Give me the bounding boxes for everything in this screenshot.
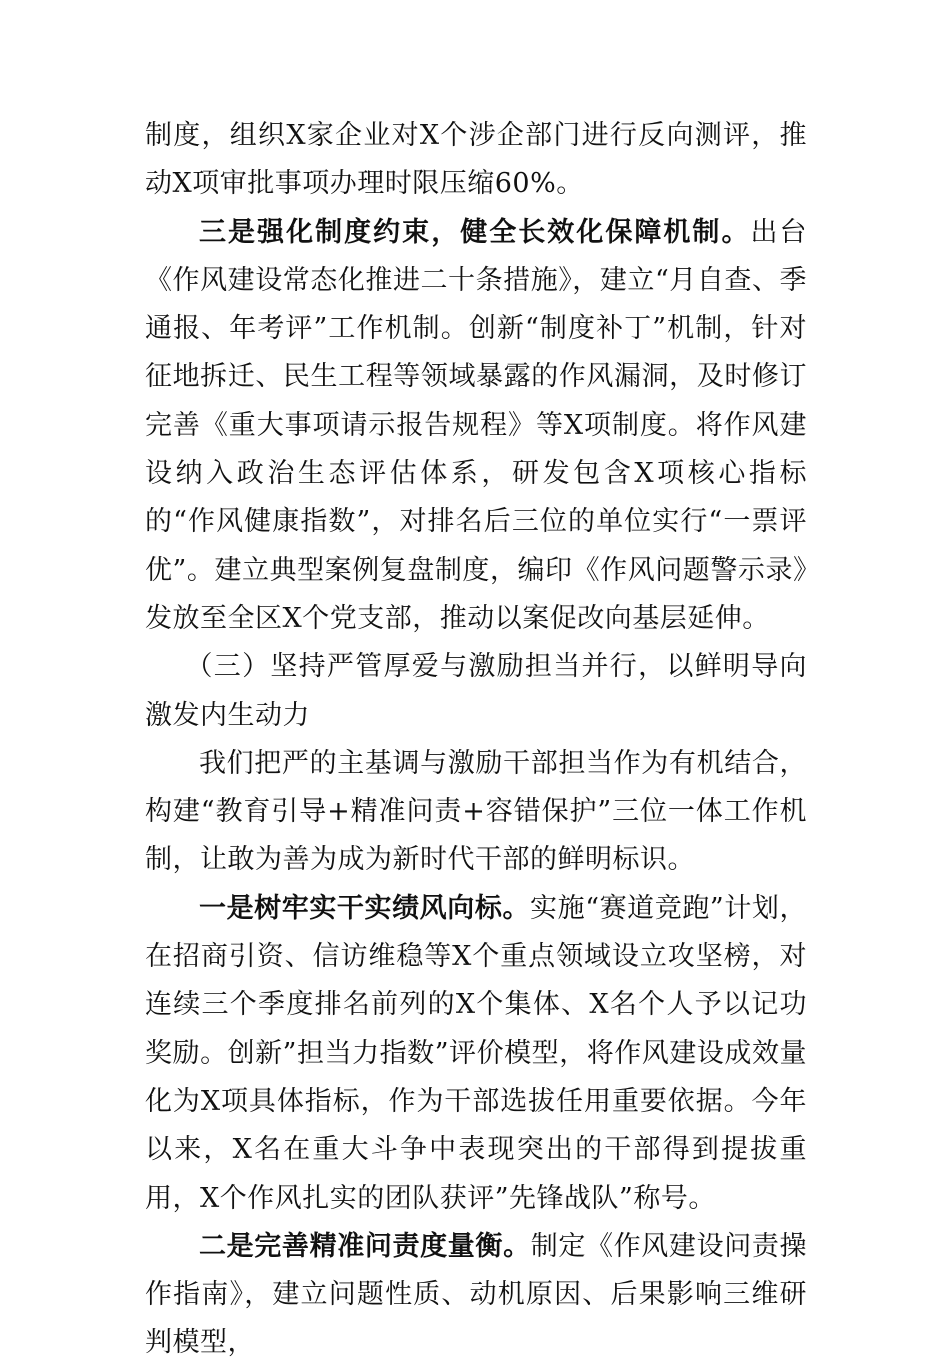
paragraph-text: 我们把严的主基调与激励干部担当作为有机结合，构建“教育引导+精准问责+容错保护”三位一体工作机制，让敢为善为成为新时代干部的鲜明标识。 — [145, 747, 807, 876]
paragraph-text: 实施“赛道竞跑”计划，在招商引资、信访维稳等X个重点领域设立攻坚榜，对连续三个季度排名前列的X个集体、X名个人予以记功奖励。创新”担当力指数”评价模型，将作风建设成效量化为X项具体指标，作为干部选拔任用重要依据。今年以来，X名在重大斗争中表现突出的干部得到提拔重用，X个作风扎实的团队获评”先锋战队”称号。 — [145, 892, 807, 1214]
paragraph-item-two — [145, 1223, 807, 1368]
paragraph-lead: 三是强化制度约束，健全长效化保障机制。 — [199, 216, 751, 248]
paragraph-intro — [145, 740, 807, 885]
paragraph-text: 制定《作风建设问责操作指南》，建立问题性质、动机原因、后果影响三维研判模型， — [145, 1230, 808, 1359]
document-body — [145, 112, 807, 1368]
paragraph-lead: 二是完善精准问责度量衡。 — [199, 1230, 531, 1262]
section-heading — [145, 643, 807, 740]
paragraph-text: 出台《作风建设常态化推进二十条措施》，建立“月自查、季通报、年考评”工作机制。创新“制度补丁”机制，针对征地拆迁、民生工程等领域暴露的作风漏洞，及时修订完善《重大事项请示报告规程》等X项制度。将作风建设纳入政治生态评估体系，研发包含X项核心指标的“作风健康指数”，对排名后三位的单位实行“一票评优”。建立典型案例复盘制度，编印《作风问题警示录》发放至全区X个党支部，推动以案促改向基层延伸。 — [145, 216, 808, 634]
paragraph-continuation — [145, 112, 807, 209]
paragraph-lead: 一是树牢实干实绩风向标。 — [199, 892, 531, 924]
paragraph-item-three — [145, 209, 807, 644]
paragraph-text: 制度，组织X家企业对X个涉企部门进行反向测评，推动X项审批事项办理时限压缩60%。 — [145, 120, 807, 200]
section-heading-text: （三）坚持严管厚爱与激励担当并行，以鲜明导向激发内生动力 — [145, 651, 807, 731]
paragraph-item-one — [145, 885, 807, 1223]
